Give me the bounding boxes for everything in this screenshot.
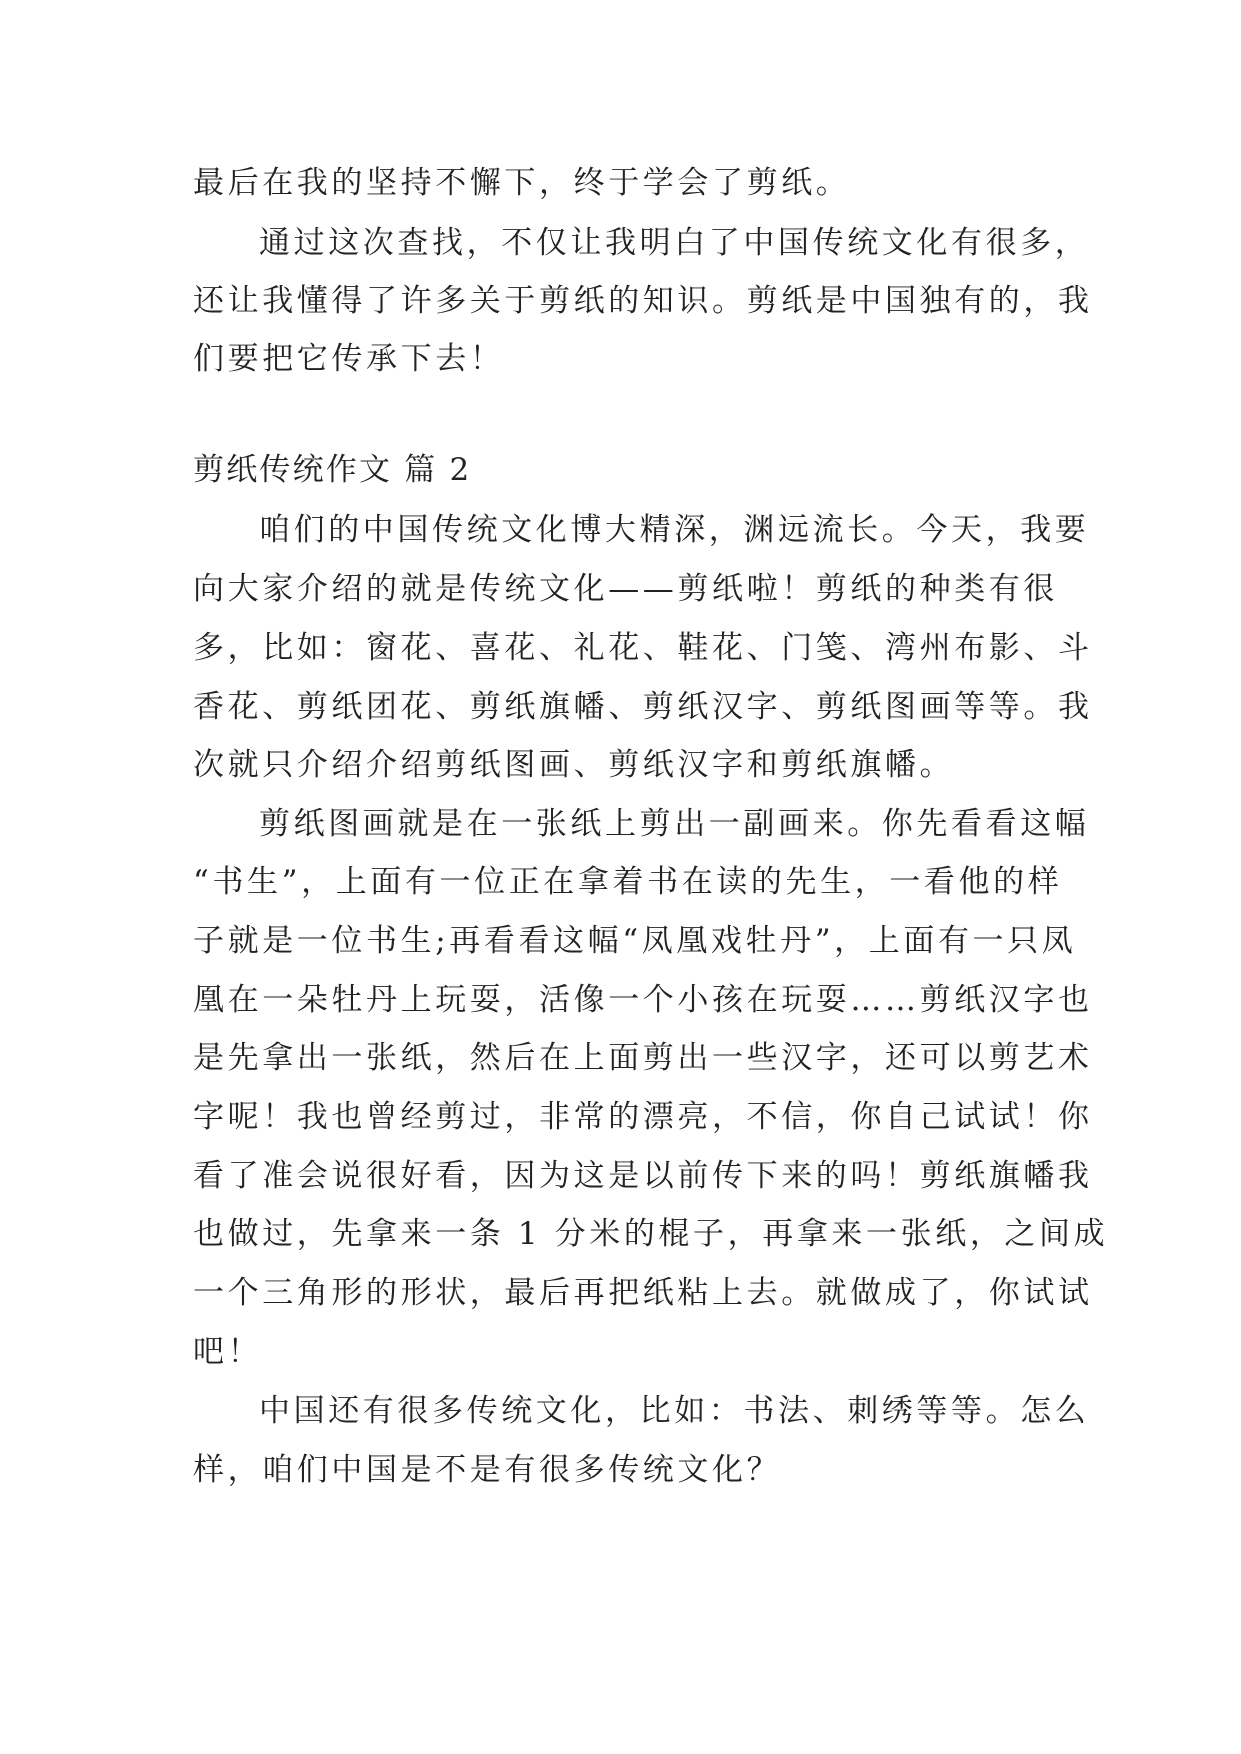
text-line: 向大家介绍的就是传统文化——剪纸啦！剪纸的种类有很 xyxy=(193,571,1058,607)
text-line: 看了准会说很好看，因为这是以前传下来的吗！剪纸旗幡我 xyxy=(193,1158,1093,1194)
text-line: 样，咱们中国是不是有很多传统文化？ xyxy=(193,1452,782,1488)
text-line: 次就只介绍介绍剪纸图画、剪纸汉字和剪纸旗幡。 xyxy=(193,747,955,783)
text-line: 子就是一位书生;再看看这幅“凤凰戏牡丹”，上面有一只凤 xyxy=(193,923,1077,959)
text-line: 字呢！我也曾经剪过，非常的漂亮，不信，你自己试试！你 xyxy=(193,1099,1093,1135)
section-heading: 剪纸传统作文 篇 2 xyxy=(193,452,472,488)
text-line: 是先拿出一张纸，然后在上面剪出一些汉字，还可以剪艺术 xyxy=(193,1040,1093,1076)
text-line: 多，比如：窗花、喜花、礼花、鞋花、门笺、湾州布影、斗 xyxy=(193,630,1093,666)
paragraph-first-line: 中国还有很多传统文化，比如：书法、刺绣等等。怎么 xyxy=(259,1393,1090,1429)
paragraph-first-line: 剪纸图画就是在一张纸上剪出一副画来。你先看看这幅 xyxy=(259,806,1090,842)
text-line: 还让我懂得了许多关于剪纸的知识。剪纸是中国独有的，我 xyxy=(193,283,1093,319)
text-line: 最后在我的坚持不懈下，终于学会了剪纸。 xyxy=(193,165,851,201)
paragraph-first-line: 通过这次查找，不仅让我明白了中国传统文化有很多， xyxy=(259,225,1090,261)
text-line: 凰在一朵牡丹上玩耍，活像一个小孩在玩耍……剪纸汉字也 xyxy=(193,982,1093,1018)
text-line: “书生”，上面有一位正在拿着书在读的先生，一看他的样 xyxy=(193,864,1063,900)
paragraph-first-line: 咱们的中国传统文化博大精深，渊远流长。今天，我要 xyxy=(259,512,1090,548)
text-line: 们要把它传承下去！ xyxy=(193,341,505,377)
text-line: 香花、剪纸团花、剪纸旗幡、剪纸汉字、剪纸图画等等。我 xyxy=(193,689,1093,725)
text-line: 一个三角形的形状，最后再把纸粘上去。就做成了，你试试 xyxy=(193,1275,1093,1311)
text-line: 吧！ xyxy=(193,1334,263,1370)
text-line: 也做过，先拿来一条 1 分米的棍子，再拿来一张纸，之间成 xyxy=(193,1216,1109,1252)
